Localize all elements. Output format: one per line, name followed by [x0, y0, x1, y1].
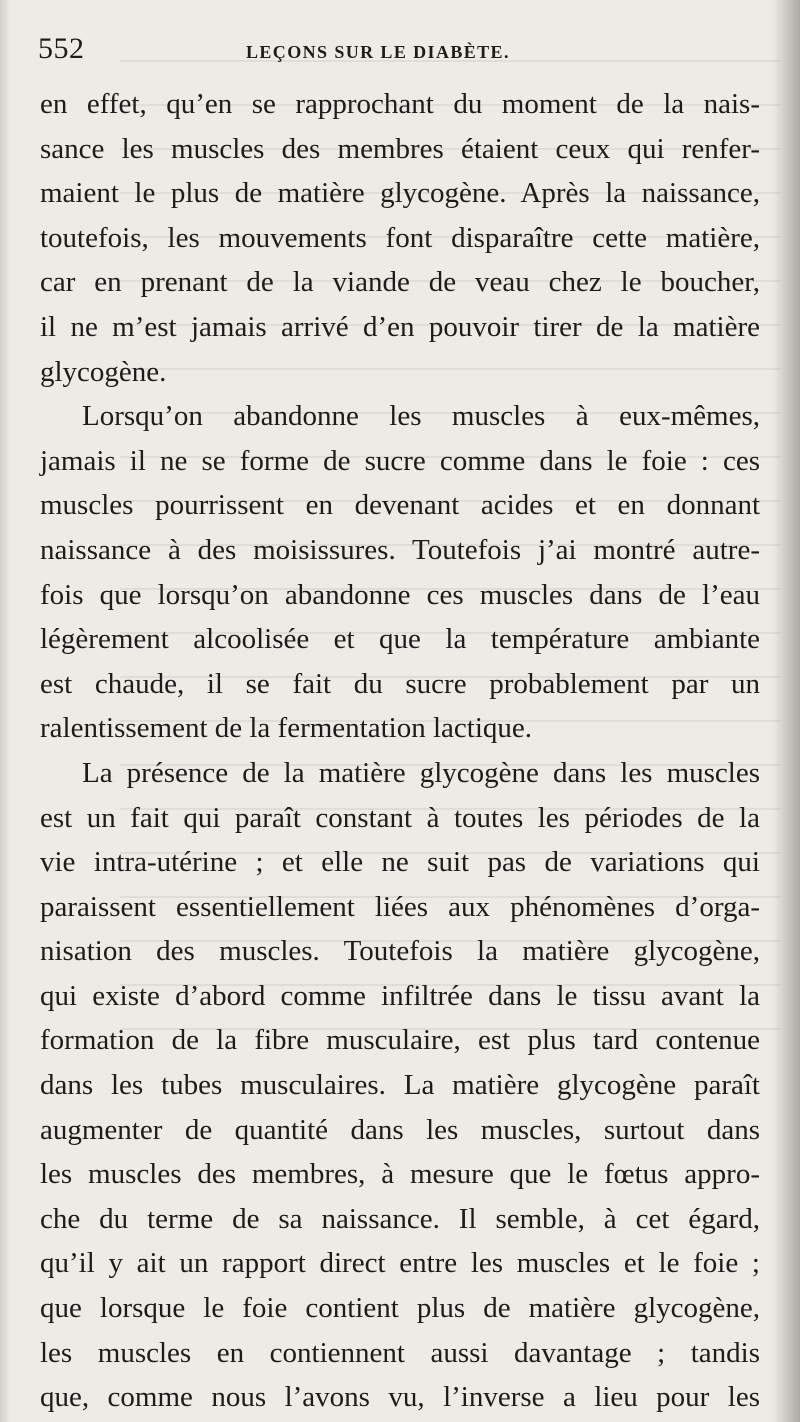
- text-line: La présence de la matière glycogène dans les muscles: [82, 756, 760, 789]
- text-line: est un fait qui paraît constant à toutes les périodes de la: [40, 801, 760, 834]
- page-number: 552: [38, 32, 85, 65]
- text-line: formation de la fibre musculaire, est plus tard contenue: [40, 1024, 760, 1057]
- text-line: paraissent essentiellement liées aux phénomènes d’orga-: [40, 890, 760, 923]
- text-line: car en prenant de la viande de veau chez le boucher,: [40, 266, 760, 299]
- text-line: il ne m’est jamais arrivé d’en pouvoir tirer de la matière: [40, 310, 760, 343]
- text-line: maient le plus de matière glycogène. Après la naissance,: [40, 177, 760, 210]
- page-edge-shadow: [0, 0, 10, 1422]
- text-line: dans les tubes musculaires. La matière glycogène paraît: [40, 1069, 760, 1102]
- text-line: que, comme nous l’avons vu, l’inverse a lieu pour les: [40, 1381, 760, 1414]
- running-title: LEÇONS SUR LE DIABÈTE.: [246, 42, 510, 62]
- text-line: Lorsqu’on abandonne les muscles à eux-mêmes,: [82, 400, 760, 433]
- text-line: sance les muscles des membres étaient ceux qui renfer-: [40, 132, 760, 165]
- text-line: nisation des muscles. Toutefois la matière glycogène,: [40, 935, 760, 968]
- text-line: che du terme de sa naissance. Il semble, à cet égard,: [40, 1202, 760, 1235]
- text-line: toutefois, les mouvements font disparaître cette matière,: [40, 221, 760, 254]
- text-line: naissance à des moisissures. Toutefois j’ai montré autre-: [40, 533, 760, 566]
- text-line: glycogène.: [40, 355, 167, 388]
- body-text: [40, 82, 760, 1420]
- text-line: augmenter de quantité dans les muscles, surtout dans: [40, 1113, 760, 1146]
- gutter-shadow: [772, 0, 800, 1422]
- text-line: ralentissement de la fermentation lactique.: [40, 712, 532, 745]
- text-line: que lorsque le foie contient plus de matière glycogène,: [40, 1292, 760, 1325]
- text-line: vie intra-utérine ; et elle ne suit pas de variations qui: [40, 846, 760, 879]
- text-line: qu’il y ait un rapport direct entre les muscles et le foie ;: [40, 1247, 760, 1280]
- text-line: fois que lorsqu’on abandonne ces muscles dans de l’eau: [40, 578, 760, 611]
- text-line: les muscles en contiennent aussi davantage ; tandis: [40, 1336, 760, 1369]
- text-line: muscles pourrissent en devenant acides et en donnant: [40, 489, 760, 522]
- text-line: les muscles des membres, à mesure que le fœtus appro-: [40, 1158, 760, 1191]
- text-line: en effet, qu’en se rapprochant du moment de la nais-: [40, 88, 760, 120]
- text-line: jamais il ne se forme de sucre comme dans le foie : ces: [40, 444, 760, 477]
- text-line: est chaude, il se fait du sucre probablement par un: [40, 667, 760, 700]
- text-line: qui existe d’abord comme infiltrée dans le tissu avant la: [40, 979, 760, 1012]
- running-head: [38, 30, 758, 70]
- text-line: légèrement alcoolisée et que la température ambiante: [40, 623, 760, 656]
